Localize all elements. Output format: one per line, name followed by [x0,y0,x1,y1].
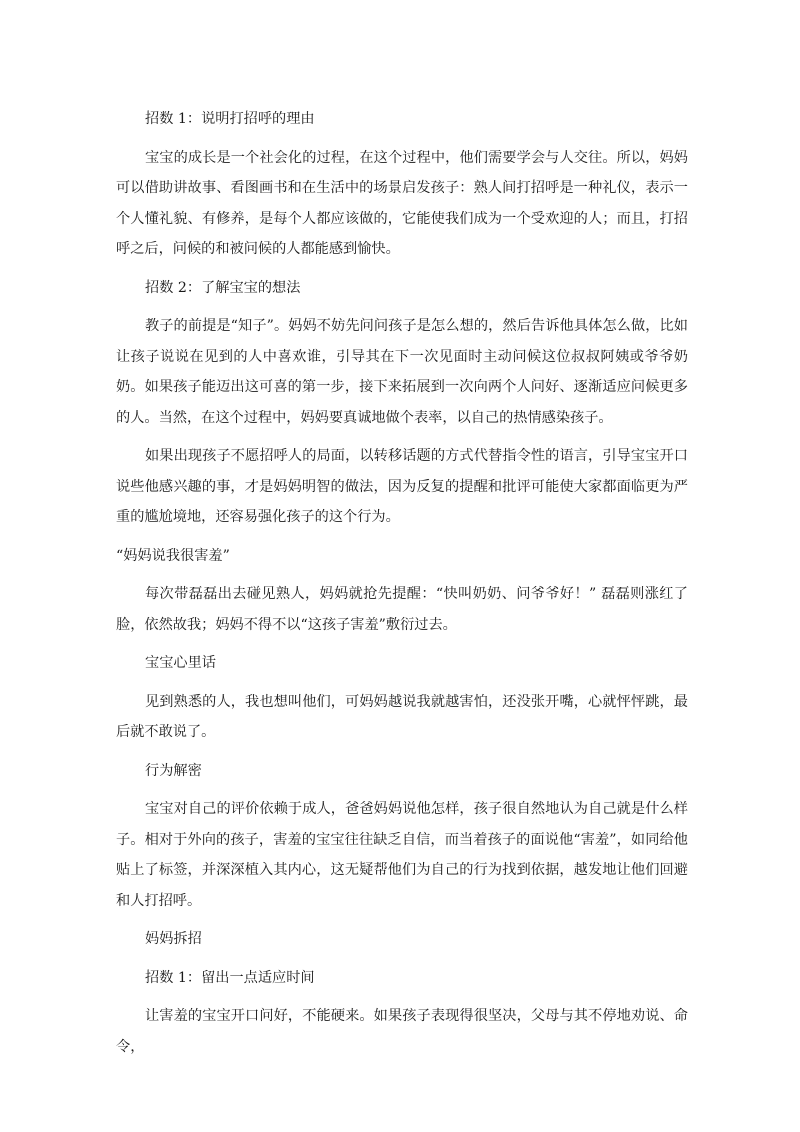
section-heading: 行为解密 [145,762,202,779]
body-paragraph: 见到熟悉的人，我也想叫他们，可妈妈越说我就越害怕，还没张开嘴，心就怦怦跳，最后就不敢说了。 [116,693,688,740]
body-paragraph: 让害羞的宝宝开口问好，不能硬来。如果孩子表现得很坚决，父母与其不停地劝说、命令， [116,1008,688,1055]
body-paragraph: 每次带磊磊出去碰见熟人，妈妈就抢先提醒：“快叫奶奶、问爷爷好！” 磊磊则涨红了脸，依然故我；妈妈不得不以“这孩子害羞”敷衍过去。 [116,586,688,633]
body-paragraph: 教子的前提是“知子”。妈妈不妨先问问孩子是怎么想的，然后告诉他具体怎么做，比如让孩子说说在见到的人中喜欢谁，引导其在下一次见面时主动问候这位叔叔阿姨或爷爷奶奶。如果孩子能迈出这可喜的第一步，接下来拓展到一次向两个人问好、逐渐适应问候更多的人。当然，在这个过程中，妈妈要真诚地做个表率，以自己的热情感染孩子。 [116,318,688,426]
body-paragraph: 宝宝对自己的评价依赖于成人，爸爸妈妈说他怎样，孩子很自然地认为自己就是什么样子。相对于外向的孩子，害羞的宝宝往往缺乏自信，而当着孩子的面说他“害羞”，如同给他贴上了标签，并深深植入其内心，这无疑帮他们为自己的行为找到依据，越发地让他们回避和人打招呼。 [116,801,688,909]
body-paragraph: 宝宝的成长是一个社会化的过程，在这个过程中，他们需要学会与人交往。所以，妈妈可以借助讲故事、看图画书和在生活中的场景启发孩子：熟人间打招呼是一种礼仪，表示一个人懂礼貌、有修养，是每个人都应该做的，它能使我们成为一个受欢迎的人；而且，打招呼之后，问候的和被问候的人都能感到愉快。 [116,149,688,257]
section-heading: 招数 2：了解宝宝的想法 [145,279,301,296]
section-heading: 妈妈拆招 [145,931,202,947]
body-paragraph: 如果出现孩子不愿招呼人的局面，以转移话题的方式代替指令性的语言，引导宝宝开口说些他感兴趣的事，才是妈妈明智的做法，因为反复的提醒和批评可能使大家都面临更为严重的尴尬境地，还容易强化孩子的这个行为。 [116,448,688,525]
document-body [116,104,688,1070]
section-heading: 招数 1：说明打招呼的理由 [145,111,315,127]
section-heading: 宝宝心里话 [145,655,216,671]
section-heading: 招数 1：留出一点适应时间 [145,969,315,986]
article-title: “妈妈说我很害羞” [116,547,230,564]
